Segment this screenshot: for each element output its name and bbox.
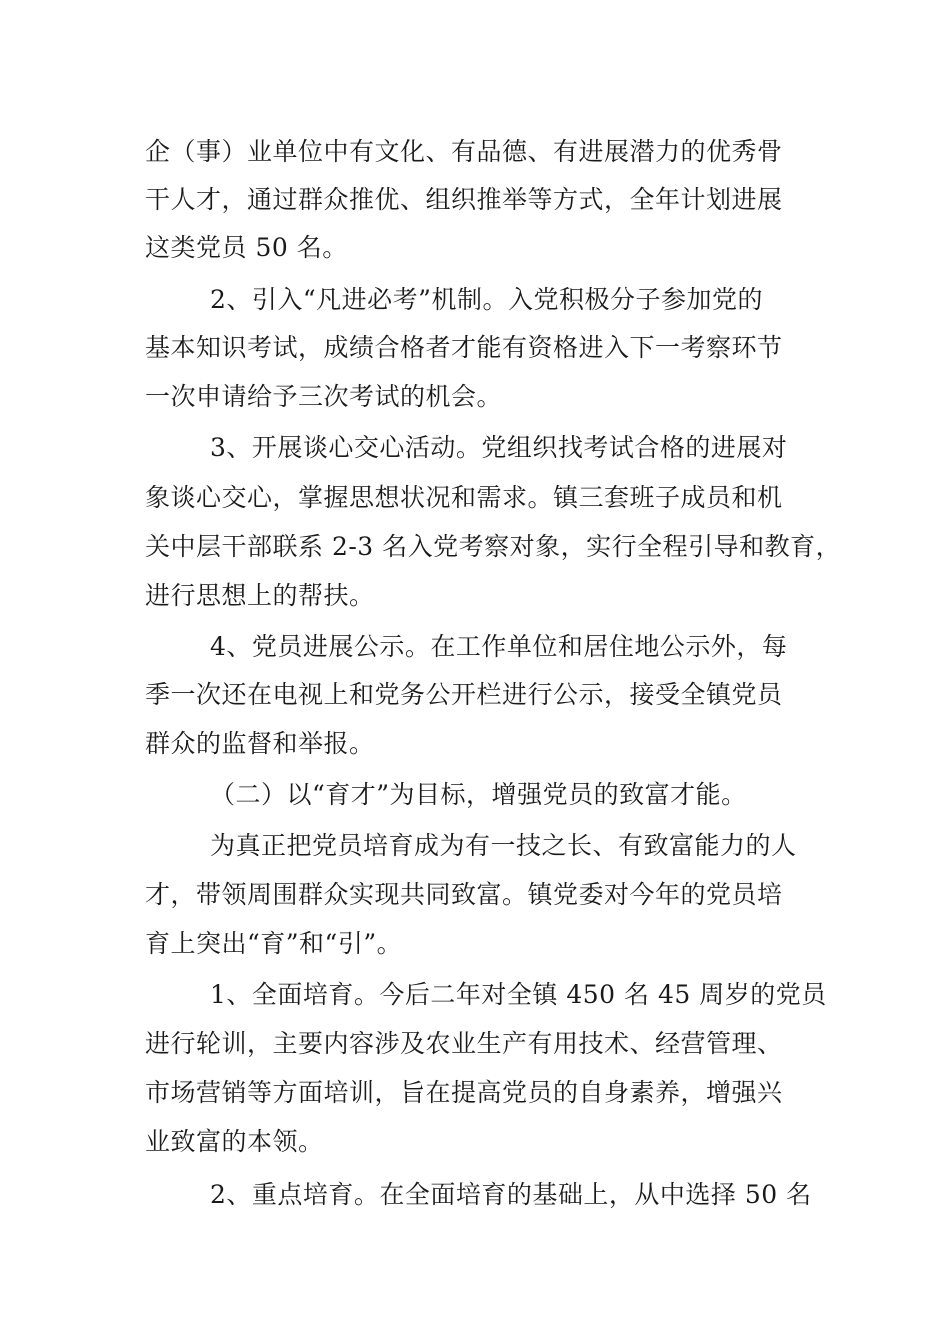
text-line: 才，带领周围群众实现共同致富。镇党委对今年的党员培 — [145, 880, 783, 909]
text-line: 育上突出“育”和“引”。 — [145, 929, 403, 958]
text-line: 干人才，通过群众推优、组织推举等方式，全年计划进展 — [145, 185, 783, 214]
text-line: 象谈心交心，掌握思想状况和需求。镇三套班子成员和机 — [145, 483, 783, 512]
paragraph-start-line: 4、党员进展公示。在工作单位和居住地公示外，每 — [210, 632, 788, 661]
text-line: 季一次还在电视上和党务公开栏进行公示，接受全镇党员 — [145, 680, 783, 709]
text-line: 群众的监督和举报。 — [145, 729, 375, 758]
text-line: 企（事）业单位中有文化、有品德、有进展潜力的优秀骨 — [145, 137, 783, 166]
paragraph-start-line: 3、开展谈心交心活动。党组织找考试合格的进展对 — [210, 433, 788, 462]
text-line: 基本知识考试，成绩合格者才能有资格进入下一考察环节 — [145, 333, 783, 362]
text-line: 市场营销等方面培训，旨在提高党员的自身素养，增强兴 — [145, 1078, 783, 1107]
paragraph-start-line: 2、重点培育。在全面培育的基础上，从中选择 50 名 — [210, 1180, 812, 1209]
paragraph-start-line: 为真正把党员培育成为有一技之长、有致富能力的人 — [210, 831, 797, 860]
text-line: 业致富的本领。 — [145, 1127, 324, 1156]
text-line: 进行轮训，主要内容涉及农业生产有用技术、经营管理、 — [145, 1029, 783, 1058]
text-line: 进行思想上的帮扶。 — [145, 581, 375, 610]
paragraph-start-line: 1、全面培育。今后二年对全镇 450 名 45 周岁的党员 — [210, 980, 827, 1009]
text-line: 这类党员 50 名。 — [145, 233, 348, 262]
text-line: 一次申请给予三次考试的机会。 — [145, 382, 503, 411]
text-line: 关中层干部联系 2-3 名入党考察对象，实行全程引导和教育， — [145, 532, 842, 561]
section-heading: （二）以“育才”为目标，增强党员的致富才能。 — [210, 780, 747, 809]
paragraph-start-line: 2、引入“凡进必考”机制。入党积极分子参加党的 — [210, 285, 763, 314]
